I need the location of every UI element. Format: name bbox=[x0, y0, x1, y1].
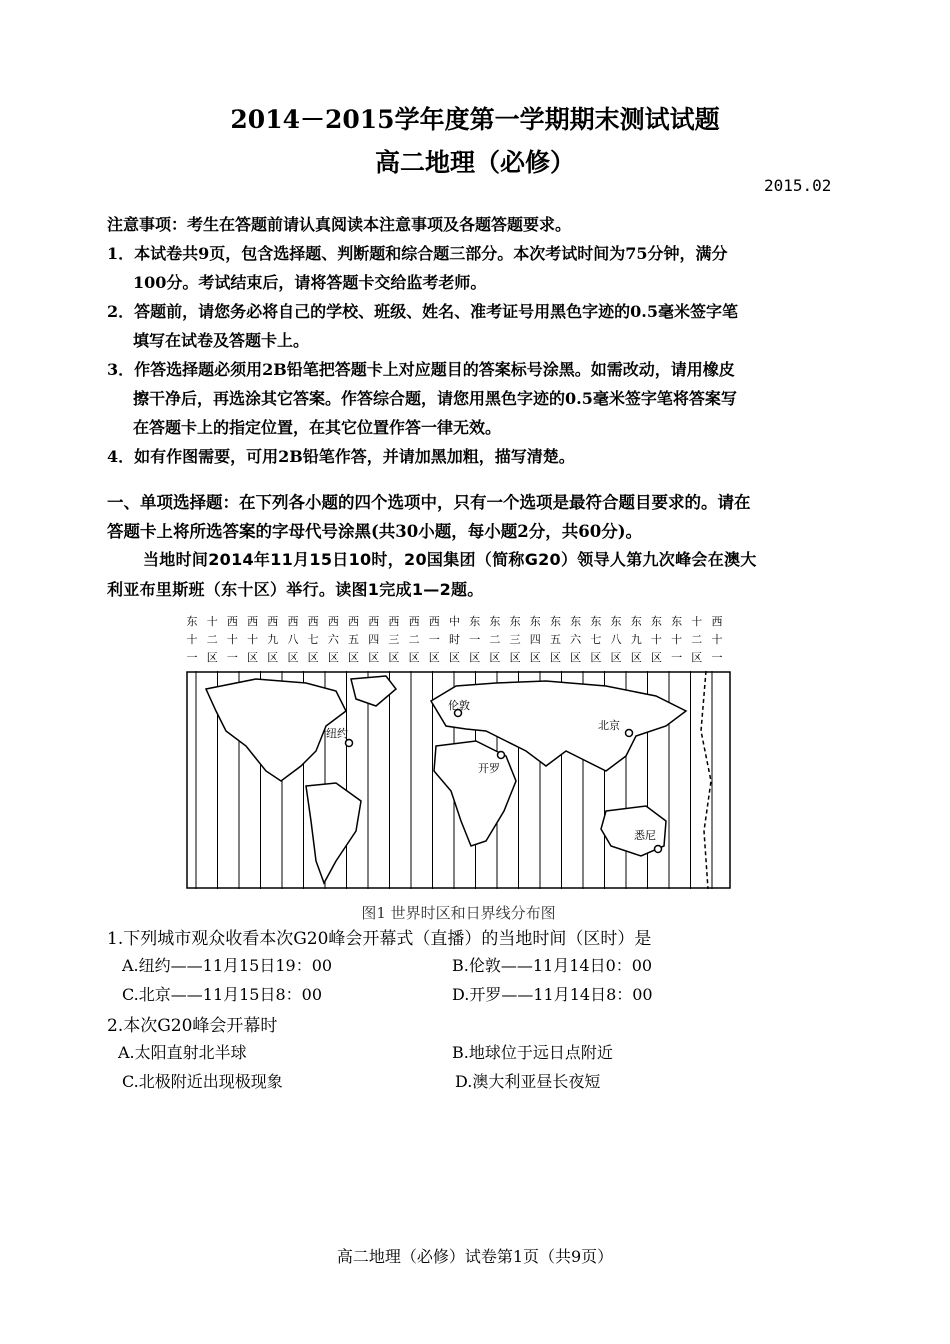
section-heading bbox=[107, 488, 852, 546]
zone-label-zones_row3-20: 区 bbox=[590, 651, 602, 664]
zone-label-zones_row2-16: 三 bbox=[509, 633, 521, 646]
zone-label-zones_row1-9: 西 bbox=[368, 615, 380, 628]
zone-label-zones_row3-21: 区 bbox=[610, 651, 622, 664]
question-2-option-b: B.地球位于远日点附近 bbox=[452, 1043, 613, 1062]
zone-label-zones_row3-9: 区 bbox=[368, 651, 380, 664]
intro-line1: 当地时间2014年11月15日10时，20国集团（简称G20）领导人第九次峰会在澳大 bbox=[143, 550, 757, 569]
zone-label-zones_row3-17: 区 bbox=[529, 651, 541, 664]
zone-label-zones_row2-14: 一 bbox=[469, 633, 481, 646]
city-dot-newyork bbox=[346, 740, 353, 747]
zone-label-zones_row2-21: 八 bbox=[610, 633, 622, 646]
zone-label-zones_row2-0: 十 bbox=[186, 633, 198, 646]
page-footer: 高二地理（必修）试卷第1页（共9页） bbox=[336, 1247, 614, 1266]
city-dot-sydney bbox=[655, 846, 662, 853]
zone-label-zones_row2-18: 五 bbox=[549, 633, 561, 646]
city-label-london: 伦敦 bbox=[448, 699, 470, 712]
instructions bbox=[107, 210, 852, 471]
zone-label-zones_row2-19: 六 bbox=[570, 633, 582, 646]
zone-labels-row1 bbox=[186, 613, 731, 631]
instruction-3-line3: 在答题卡上的指定位置，在其它位置作答一律无效。 bbox=[133, 418, 502, 437]
question-intro bbox=[107, 545, 852, 605]
question-1-option-d: D.开罗——11月14日8：00 bbox=[452, 985, 653, 1004]
zone-label-zones_row1-10: 西 bbox=[388, 615, 400, 628]
zone-label-zones_row1-26: 西 bbox=[711, 615, 723, 628]
zone-label-zones_row2-10: 三 bbox=[388, 633, 400, 646]
zone-label-zones_row2-24: 十 bbox=[671, 633, 683, 646]
zone-label-zones_row3-4: 区 bbox=[267, 651, 279, 664]
city-dot-cairo bbox=[498, 752, 505, 759]
zone-label-zones_row1-6: 西 bbox=[307, 615, 319, 628]
instruction-2-line2: 填写在试卷及答题卡上。 bbox=[133, 331, 310, 350]
zone-label-zones_row1-21: 东 bbox=[610, 615, 622, 628]
zone-label-zones_row3-2: 一 bbox=[226, 651, 238, 664]
zone-label-zones_row2-12: 一 bbox=[428, 633, 440, 646]
instruction-4-line1: 4．如有作图需要，可用2B铅笔作答，并请加黑加粗，描写清楚。 bbox=[107, 447, 575, 466]
zone-label-zones_row1-11: 西 bbox=[408, 615, 420, 628]
zone-label-zones_row1-22: 东 bbox=[630, 615, 642, 628]
zone-label-zones_row3-26: 一 bbox=[711, 651, 723, 664]
time-zone-map-figure bbox=[186, 613, 731, 922]
question-1-option-a: A.纽约——11月15日19：00 bbox=[122, 956, 333, 975]
zone-label-zones_row3-13: 区 bbox=[449, 651, 460, 664]
instructions-heading: 注意事项：考生在答题前请认真阅读本注意事项及各题答题要求。 bbox=[107, 215, 572, 234]
question-2-option-d: D.澳大利亚昼长夜短 bbox=[455, 1072, 601, 1091]
exam-subtitle: 高二地理（必修） bbox=[374, 148, 575, 177]
zone-label-zones_row1-0: 东 bbox=[186, 615, 198, 628]
zone-label-zones_row2-3: 十 bbox=[247, 633, 259, 646]
zone-label-zones_row1-23: 东 bbox=[650, 615, 662, 628]
zone-label-zones_row3-8: 区 bbox=[348, 651, 360, 664]
question-2-option-a: A.太阳直射北半球 bbox=[118, 1043, 247, 1062]
zone-label-zones_row1-13: 中 bbox=[449, 615, 460, 628]
zone-label-zones_row1-18: 东 bbox=[549, 615, 561, 628]
zone-label-zones_row3-19: 区 bbox=[570, 651, 582, 664]
zone-label-zones_row2-26: 十 bbox=[711, 633, 723, 646]
zone-label-zones_row3-7: 区 bbox=[327, 651, 339, 664]
zone-label-zones_row3-24: 一 bbox=[671, 651, 683, 664]
zone-label-zones_row1-7: 西 bbox=[327, 615, 339, 628]
zone-label-zones_row3-10: 区 bbox=[388, 651, 400, 664]
zone-label-zones_row3-3: 区 bbox=[247, 651, 259, 664]
zone-label-zones_row1-3: 西 bbox=[247, 615, 259, 628]
question-1-option-b: B.伦敦——11月14日0：00 bbox=[452, 956, 653, 975]
zone-label-zones_row2-7: 六 bbox=[327, 633, 339, 646]
zone-label-zones_row2-20: 七 bbox=[590, 633, 602, 646]
zone-label-zones_row2-4: 九 bbox=[267, 633, 279, 646]
zone-label-zones_row3-0: 一 bbox=[186, 651, 198, 664]
instruction-3-line2: 擦干净后，再选涂其它答案。作答综合题，请您用黑色字迹的0.5毫米签字笔将答案写 bbox=[133, 389, 737, 408]
zone-label-zones_row3-14: 区 bbox=[469, 651, 481, 664]
zone-labels-row3 bbox=[186, 649, 731, 667]
city-label-cairo: 开罗 bbox=[478, 762, 500, 775]
zone-label-zones_row1-4: 西 bbox=[267, 615, 279, 628]
world-map bbox=[186, 671, 731, 889]
zone-label-zones_row3-15: 区 bbox=[489, 651, 501, 664]
zone-label-zones_row3-16: 区 bbox=[509, 651, 521, 664]
zone-label-zones_row3-12: 区 bbox=[428, 651, 440, 664]
section-heading-line1: 一、单项选择题：在下列各小题的四个选项中，只有一个选项是最符合题目要求的。请在 bbox=[107, 493, 751, 512]
question-2-stem: 2.本次G20峰会开幕时 bbox=[107, 1016, 278, 1036]
zone-label-zones_row3-11: 区 bbox=[408, 651, 420, 664]
city-label-newyork: 纽约 bbox=[326, 727, 348, 740]
intro-line2: 利亚布里斯班（东十区）举行。读图1完成1—2题。 bbox=[107, 580, 484, 599]
zone-label-zones_row1-15: 东 bbox=[489, 615, 501, 628]
zone-label-zones_row3-25: 区 bbox=[691, 651, 703, 664]
zone-label-zones_row2-8: 五 bbox=[348, 633, 360, 646]
city-label-sydney: 悉尼 bbox=[634, 829, 656, 842]
zone-labels-row2 bbox=[186, 631, 731, 649]
zone-label-zones_row1-12: 西 bbox=[428, 615, 440, 628]
instruction-3-line1: 3．作答选择题必须用2B铅笔把答题卡上对应题目的答案标号涂黑。如需改动，请用橡皮 bbox=[107, 360, 735, 379]
question-2-option-c: C.北极附近出现极现象 bbox=[122, 1072, 283, 1091]
zone-label-zones_row1-25: 十 bbox=[691, 615, 703, 628]
zone-label-zones_row1-2: 西 bbox=[226, 615, 238, 628]
zone-label-zones_row3-6: 区 bbox=[307, 651, 319, 664]
zone-label-zones_row2-22: 九 bbox=[630, 633, 642, 646]
zone-label-zones_row2-15: 二 bbox=[489, 633, 501, 646]
zone-label-zones_row1-19: 东 bbox=[570, 615, 582, 628]
zone-label-zones_row1-1: 十 bbox=[206, 615, 218, 628]
zone-label-zones_row2-25: 二 bbox=[691, 633, 703, 646]
instruction-2-line1: 2．答题前，请您务必将自己的学校、班级、姓名、准考证号用黑色字迹的0.5毫米签字笔 bbox=[107, 302, 738, 321]
zone-label-zones_row2-1: 二 bbox=[206, 633, 218, 646]
zone-label-zones_row2-23: 十 bbox=[650, 633, 662, 646]
zone-label-zones_row1-16: 东 bbox=[509, 615, 521, 628]
zone-label-zones_row3-1: 区 bbox=[206, 651, 218, 664]
zone-label-zones_row2-2: 十 bbox=[226, 633, 238, 646]
city-dot-beijing bbox=[626, 730, 633, 737]
zone-label-zones_row3-22: 区 bbox=[630, 651, 642, 664]
zone-label-zones_row2-17: 四 bbox=[529, 633, 541, 646]
zone-label-zones_row1-14: 东 bbox=[469, 615, 481, 628]
instruction-1-line2: 100分。考试结束后，请将答题卡交给监考老师。 bbox=[133, 273, 487, 292]
zone-label-zones_row3-18: 区 bbox=[549, 651, 561, 664]
zone-label-zones_row1-24: 东 bbox=[671, 615, 683, 628]
zone-label-zones_row1-5: 西 bbox=[287, 615, 299, 628]
zone-label-zones_row1-17: 东 bbox=[529, 615, 541, 628]
question-1-stem: 1.下列城市观众收看本次G20峰会开幕式（直播）的当地时间（区时）是 bbox=[107, 929, 652, 949]
instruction-1-line1: 1．本试卷共9页，包含选择题、判断题和综合题三部分。本次考试时间为75分钟，满分 bbox=[107, 244, 728, 263]
figure-caption: 图1 世界时区和日界线分布图 bbox=[361, 904, 556, 922]
city-label-beijing: 北京 bbox=[598, 719, 620, 732]
zone-label-zones_row3-23: 区 bbox=[650, 651, 662, 664]
zone-label-zones_row2-11: 二 bbox=[408, 633, 420, 646]
zone-label-zones_row1-8: 西 bbox=[348, 615, 360, 628]
zone-label-zones_row3-5: 区 bbox=[287, 651, 299, 664]
exam-date: 2015.02 bbox=[764, 176, 832, 195]
zone-label-zones_row1-20: 东 bbox=[590, 615, 602, 628]
zone-label-zones_row2-6: 七 bbox=[307, 633, 319, 646]
zone-label-zones_row2-13: 时 bbox=[449, 633, 460, 646]
zone-label-zones_row2-9: 四 bbox=[368, 633, 380, 646]
exam-title: 2014－2015学年度第一学期期末测试试题 bbox=[230, 105, 720, 134]
question-1-option-c: C.北京——11月15日8：00 bbox=[122, 985, 323, 1004]
zone-label-zones_row2-5: 八 bbox=[287, 633, 299, 646]
section-heading-line2: 答题卡上将所选答案的字母代号涂黑(共30小题，每小题2分，共60分)。 bbox=[107, 522, 643, 541]
